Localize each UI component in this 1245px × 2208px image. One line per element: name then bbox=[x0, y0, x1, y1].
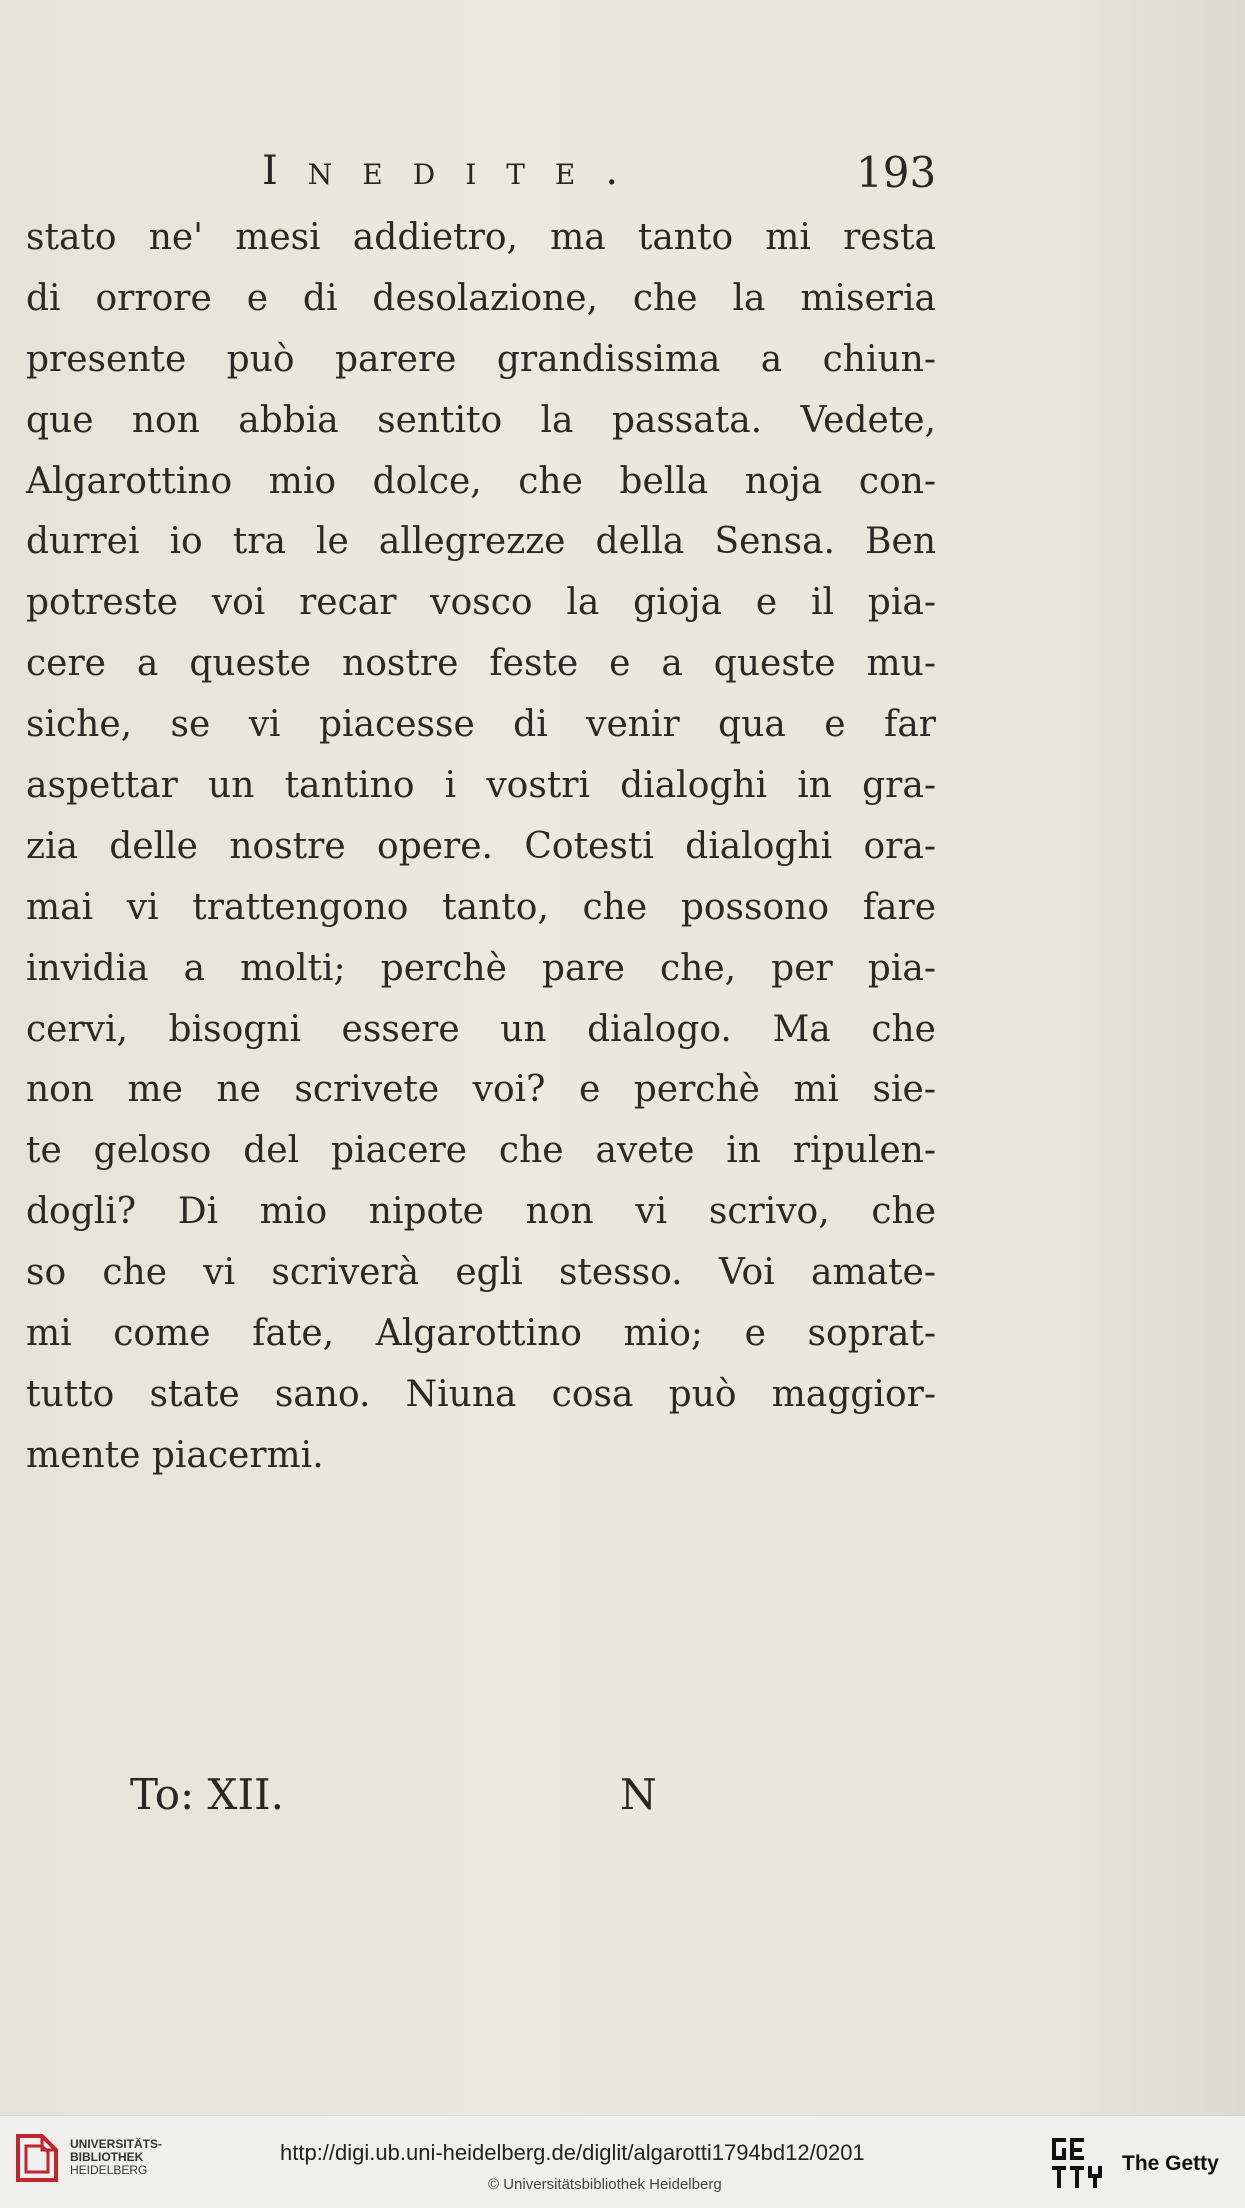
text-line: mente piacermi. bbox=[26, 1434, 324, 1476]
signature-mark: N bbox=[620, 1770, 657, 1819]
logo-line: HEIDELBERG bbox=[70, 2163, 148, 2177]
text-line: non me ne scrivete voi? e perchè mi sie- bbox=[26, 1069, 936, 1111]
text-line: cervi, bisogni essere un dialogo. Ma che bbox=[26, 1008, 936, 1050]
viewer-info-bar bbox=[0, 2115, 1245, 2208]
getty-logo[interactable] bbox=[1048, 2132, 1238, 2196]
text-line: tutto state sano. Niuna cosa può maggior- bbox=[26, 1373, 936, 1415]
text-line: dogli? Di mio nipote non vi scrivo, che bbox=[26, 1191, 936, 1233]
running-title: Inedite. bbox=[262, 148, 649, 194]
text-line: invidia a molti; perchè pare che, per pia- bbox=[26, 947, 936, 989]
page-header bbox=[0, 148, 1245, 208]
body-text bbox=[26, 208, 936, 1487]
getty-logo-icon bbox=[1048, 2134, 1108, 2194]
text-line: que non abbia sentito la passata. Vedete, bbox=[26, 399, 936, 441]
text-line: durrei io tra le allegrezze della Sensa. Ben bbox=[26, 521, 936, 563]
text-line: mai vi trattengono tanto, che possono fare bbox=[26, 886, 936, 928]
text-line: siche, se vi piacesse di venir qua e far bbox=[26, 704, 936, 746]
text-line: stato ne' mesi addietro, ma tanto mi resta bbox=[26, 217, 936, 258]
logo-line: BIBLIOTHEK bbox=[70, 2150, 144, 2164]
copyright-notice: © Universitätsbibliothek Heidelberg bbox=[488, 2176, 722, 2193]
page-number: 193 bbox=[856, 148, 937, 197]
partner-name: The Getty bbox=[1122, 2152, 1219, 2175]
text-line: te geloso del piacere che avete in ripulen- bbox=[26, 1130, 936, 1172]
text-line: potreste voi recar vosco la gioja e il pia- bbox=[26, 582, 936, 624]
text-line: cere a queste nostre feste e a queste mu- bbox=[26, 643, 936, 685]
text-line: Algarottino mio dolce, che bella noja con- bbox=[26, 460, 936, 502]
page-footer bbox=[0, 1770, 1245, 1830]
logo-line: UNIVERSITÄTS- bbox=[70, 2137, 163, 2151]
library-logo[interactable] bbox=[12, 2128, 172, 2188]
permalink-url[interactable]: http://digi.ub.uni-heidelberg.de/diglit/algarotti1794bd12/0201 bbox=[280, 2140, 865, 2165]
text-line: mi come fate, Algarottino mio; e soprat- bbox=[26, 1313, 936, 1355]
text-line: di orrore e di desolazione, che la miseria bbox=[26, 277, 936, 319]
library-logo-icon bbox=[12, 2128, 62, 2188]
volume-mark: To: XII. bbox=[130, 1770, 284, 1819]
text-line: presente può parere grandissima a chiun- bbox=[26, 338, 936, 380]
library-logo-text bbox=[70, 2138, 162, 2177]
text-line: zia delle nostre opere. Cotesti dialoghi ora- bbox=[26, 825, 936, 867]
text-line: so che vi scriverà egli stesso. Voi amate- bbox=[26, 1252, 936, 1294]
text-line: aspettar un tantino i vostri dialoghi in gra- bbox=[26, 765, 936, 807]
